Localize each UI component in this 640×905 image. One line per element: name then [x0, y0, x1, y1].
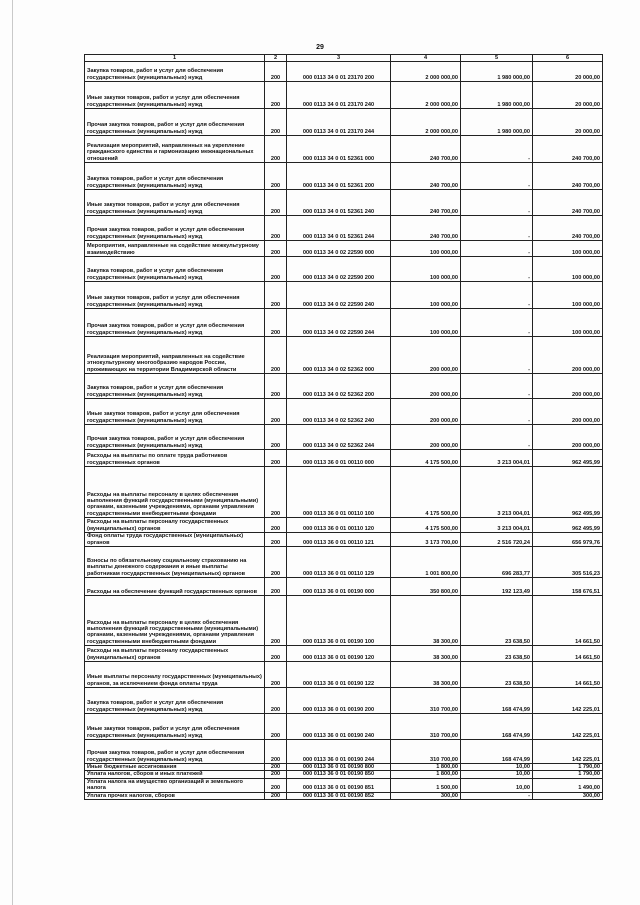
column-header: 1: [85, 55, 265, 62]
budget-classification-code: 000 0113 34 0 01 52361 200: [287, 163, 391, 190]
table-row: [85, 309, 603, 337]
table-row: [85, 467, 603, 518]
executed-amount: 168 474,99: [461, 688, 533, 714]
executed-amount: 10,00: [461, 764, 533, 771]
table-row: [85, 662, 603, 688]
line-code: 200: [265, 374, 287, 399]
unexecuted-amount: 100 000,00: [533, 257, 603, 282]
unexecuted-amount: 20 000,00: [533, 109, 603, 136]
table-row: [85, 714, 603, 740]
row-name: Расходы на выплаты персоналу государственных (муниципальных) органов: [85, 646, 265, 662]
line-code: 200: [265, 467, 287, 518]
approved-amount: 310 700,00: [391, 688, 461, 714]
approved-amount: 2 000 000,00: [391, 109, 461, 136]
table-row: [85, 778, 603, 792]
executed-amount: -: [461, 309, 533, 337]
row-name: Закупка товаров, работ и услуг для обеспечения государственных (муниципальных) нужд: [85, 257, 265, 282]
executed-amount: 10,00: [461, 771, 533, 778]
table-row: [85, 190, 603, 216]
budget-execution-table: [84, 54, 603, 800]
approved-amount: 2 000 000,00: [391, 82, 461, 109]
column-header: 5: [461, 55, 533, 62]
budget-classification-code: 000 0113 34 0 01 23170 200: [287, 62, 391, 82]
row-name: Уплата налогов, сборов и иных платежей: [85, 771, 265, 778]
unexecuted-amount: 200 000,00: [533, 399, 603, 425]
executed-amount: 1 980 000,00: [461, 82, 533, 109]
budget-classification-code: 000 0113 34 0 02 22590 240: [287, 282, 391, 309]
row-name: Прочая закупка товаров, работ и услуг для обеспечения государственных (муниципальных) нужд: [85, 216, 265, 241]
unexecuted-amount: 1 490,00: [533, 778, 603, 792]
budget-classification-code: 000 0113 34 0 01 52361 244: [287, 216, 391, 241]
unexecuted-amount: 142 225,01: [533, 714, 603, 740]
line-code: 200: [265, 518, 287, 533]
row-name: Закупка товаров, работ и услуг для обеспечения государственных (муниципальных) нужд: [85, 374, 265, 399]
row-name: Иные выплаты персоналу государственных (муниципальных) органов, за исключением фонда оплаты труда: [85, 662, 265, 688]
table-row: [85, 518, 603, 533]
table-row: [85, 136, 603, 163]
row-name: Реализация мероприятий, направленных на содействие этнокультурному многообразию народов России, проживающих на территории Владимирской области: [85, 337, 265, 374]
approved-amount: 200 000,00: [391, 374, 461, 399]
executed-amount: -: [461, 282, 533, 309]
budget-classification-code: 000 0113 36 0 01 00190 100: [287, 596, 391, 646]
row-name: Уплата прочих налогов, сборов: [85, 792, 265, 799]
table-row: [85, 399, 603, 425]
unexecuted-amount: 300,00: [533, 792, 603, 799]
budget-classification-code: 000 0113 36 0 01 00190 851: [287, 778, 391, 792]
budget-classification-code: 000 0113 34 0 01 23170 244: [287, 109, 391, 136]
unexecuted-amount: 142 225,01: [533, 740, 603, 764]
row-name: Расходы на выплаты персоналу в целях обеспечения выполнения функций государственными (муниципальными) органами, казенными учреждениями, органами управления государственными внебюджетными фондами: [85, 467, 265, 518]
row-name: Расходы на выплаты по оплате труда работников государственных органов: [85, 450, 265, 467]
row-name: Иные закупки товаров, работ и услуг для обеспечения государственных (муниципальных) нужд: [85, 82, 265, 109]
executed-amount: -: [461, 399, 533, 425]
row-name: Прочая закупка товаров, работ и услуг для обеспечения государственных (муниципальных) нужд: [85, 309, 265, 337]
row-name: Уплата налога на имущество организаций и земельного налога: [85, 778, 265, 792]
table-row: [85, 578, 603, 596]
row-name: Иные закупки товаров, работ и услуг для обеспечения государственных (муниципальных) нужд: [85, 282, 265, 309]
budget-classification-code: 000 0113 36 0 01 00110 100: [287, 467, 391, 518]
executed-amount: -: [461, 257, 533, 282]
approved-amount: 100 000,00: [391, 241, 461, 257]
approved-amount: 4 175 500,00: [391, 518, 461, 533]
table-row: [85, 257, 603, 282]
table-row: [85, 450, 603, 467]
row-name: Расходы на выплаты персоналу в целях обеспечения выполнения функций государственными (муниципальными) органами, казенными учреждениями, органами управления государственными внебюджетными фондами: [85, 596, 265, 646]
unexecuted-amount: 305 516,23: [533, 547, 603, 578]
executed-amount: -: [461, 425, 533, 450]
table-row: [85, 241, 603, 257]
line-code: 200: [265, 109, 287, 136]
budget-classification-code: 000 0113 34 0 02 22590 000: [287, 241, 391, 257]
executed-amount: -: [461, 374, 533, 399]
table-row: [85, 771, 603, 778]
line-code: 200: [265, 163, 287, 190]
executed-amount: 192 123,49: [461, 578, 533, 596]
executed-amount: -: [461, 216, 533, 241]
table-row: [85, 216, 603, 241]
approved-amount: 300,00: [391, 792, 461, 799]
line-code: 200: [265, 241, 287, 257]
line-code: 200: [265, 399, 287, 425]
column-header: 6: [533, 55, 603, 62]
budget-classification-code: 000 0113 36 0 01 00190 200: [287, 688, 391, 714]
budget-classification-code: 000 0113 36 0 01 00110 129: [287, 547, 391, 578]
row-name: Прочая закупка товаров, работ и услуг для обеспечения государственных (муниципальных) нужд: [85, 425, 265, 450]
line-code: 200: [265, 646, 287, 662]
line-code: 200: [265, 688, 287, 714]
unexecuted-amount: 14 661,50: [533, 596, 603, 646]
budget-classification-code: 000 0113 36 0 01 00190 850: [287, 771, 391, 778]
row-name: Иные закупки товаров, работ и услуг для обеспечения государственных (муниципальных) нужд: [85, 399, 265, 425]
unexecuted-amount: 200 000,00: [533, 374, 603, 399]
budget-classification-code: 000 0113 34 0 02 52362 240: [287, 399, 391, 425]
table-row: [85, 792, 603, 799]
line-code: 200: [265, 578, 287, 596]
unexecuted-amount: 200 000,00: [533, 425, 603, 450]
approved-amount: 100 000,00: [391, 282, 461, 309]
executed-amount: -: [461, 241, 533, 257]
approved-amount: 200 000,00: [391, 399, 461, 425]
line-code: 200: [265, 596, 287, 646]
unexecuted-amount: 962 495,99: [533, 450, 603, 467]
approved-amount: 3 173 700,00: [391, 533, 461, 547]
executed-amount: -: [461, 163, 533, 190]
approved-amount: 310 700,00: [391, 714, 461, 740]
table-body: [85, 62, 603, 800]
table-row: [85, 337, 603, 374]
line-code: 200: [265, 771, 287, 778]
table-row: [85, 82, 603, 109]
line-code: 200: [265, 533, 287, 547]
table-row: [85, 109, 603, 136]
line-code: 200: [265, 309, 287, 337]
budget-classification-code: 000 0113 36 0 01 00190 122: [287, 662, 391, 688]
table-row: [85, 163, 603, 190]
line-code: 200: [265, 82, 287, 109]
executed-amount: 3 213 004,01: [461, 467, 533, 518]
row-name: Иные закупки товаров, работ и услуг для обеспечения государственных (муниципальных) нужд: [85, 714, 265, 740]
line-code: 200: [265, 662, 287, 688]
line-code: 200: [265, 764, 287, 771]
budget-classification-code: 000 0113 36 0 01 00110 121: [287, 533, 391, 547]
budget-classification-code: 000 0113 34 0 02 52362 244: [287, 425, 391, 450]
approved-amount: 240 700,00: [391, 163, 461, 190]
line-code: 200: [265, 216, 287, 241]
executed-amount: 3 213 004,01: [461, 450, 533, 467]
row-name: Взносы по обязательному социальному страхованию на выплаты денежного содержания и иные выплаты работникам государственных (муниципальных) органов: [85, 547, 265, 578]
approved-amount: 240 700,00: [391, 190, 461, 216]
executed-amount: 23 638,50: [461, 646, 533, 662]
line-code: 200: [265, 282, 287, 309]
table-row: [85, 547, 603, 578]
line-code: 200: [265, 792, 287, 799]
row-name: Фонд оплаты труда государственных (муниципальных) органов: [85, 533, 265, 547]
row-name: Закупка товаров, работ и услуг для обеспечения государственных (муниципальных) нужд: [85, 688, 265, 714]
table-row: [85, 740, 603, 764]
unexecuted-amount: 240 700,00: [533, 163, 603, 190]
unexecuted-amount: 1 790,00: [533, 764, 603, 771]
line-code: 200: [265, 714, 287, 740]
executed-amount: -: [461, 136, 533, 163]
line-code: 200: [265, 337, 287, 374]
table-row: [85, 533, 603, 547]
line-code: 200: [265, 257, 287, 282]
budget-classification-code: 000 0113 34 0 02 52362 000: [287, 337, 391, 374]
column-header: 4: [391, 55, 461, 62]
row-name: Прочая закупка товаров, работ и услуг для обеспечения государственных (муниципальных) нужд: [85, 740, 265, 764]
unexecuted-amount: 14 661,50: [533, 662, 603, 688]
row-name: Прочая закупка товаров, работ и услуг для обеспечения государственных (муниципальных) нужд: [85, 109, 265, 136]
unexecuted-amount: 100 000,00: [533, 241, 603, 257]
executed-amount: 2 516 720,24: [461, 533, 533, 547]
line-code: 200: [265, 740, 287, 764]
unexecuted-amount: 656 979,76: [533, 533, 603, 547]
approved-amount: 240 700,00: [391, 136, 461, 163]
table-row: [85, 764, 603, 771]
unexecuted-amount: 142 225,01: [533, 688, 603, 714]
column-number-row: [85, 55, 603, 62]
executed-amount: 168 474,99: [461, 740, 533, 764]
approved-amount: 1 800,00: [391, 771, 461, 778]
budget-classification-code: 000 0113 36 0 01 00190 120: [287, 646, 391, 662]
approved-amount: 240 700,00: [391, 216, 461, 241]
unexecuted-amount: 240 700,00: [533, 216, 603, 241]
row-name: Расходы на обеспечение функций государственных органов: [85, 578, 265, 596]
budget-classification-code: 000 0113 34 0 02 22590 244: [287, 309, 391, 337]
table-row: [85, 374, 603, 399]
approved-amount: 2 000 000,00: [391, 62, 461, 82]
budget-classification-code: 000 0113 36 0 01 00110 120: [287, 518, 391, 533]
row-name: Расходы на выплаты персоналу государственных (муниципальных) органов: [85, 518, 265, 533]
executed-amount: 1 980 000,00: [461, 62, 533, 82]
budget-classification-code: 000 0113 36 0 01 00110 000: [287, 450, 391, 467]
approved-amount: 4 175 500,00: [391, 467, 461, 518]
approved-amount: 350 800,00: [391, 578, 461, 596]
executed-amount: 23 638,50: [461, 596, 533, 646]
row-name: Закупка товаров, работ и услуг для обеспечения государственных (муниципальных) нужд: [85, 62, 265, 82]
page-number: 29: [316, 44, 324, 51]
approved-amount: 310 700,00: [391, 740, 461, 764]
row-name: Закупка товаров, работ и услуг для обеспечения государственных (муниципальных) нужд: [85, 163, 265, 190]
approved-amount: 1 500,00: [391, 778, 461, 792]
table-row: [85, 425, 603, 450]
approved-amount: 38 300,00: [391, 662, 461, 688]
budget-classification-code: 000 0113 36 0 01 00190 244: [287, 740, 391, 764]
budget-classification-code: 000 0113 34 0 01 52361 000: [287, 136, 391, 163]
row-name: Мероприятия, направленные на содействие межкультурному взаимодействию: [85, 241, 265, 257]
line-code: 200: [265, 547, 287, 578]
approved-amount: 4 175 500,00: [391, 450, 461, 467]
unexecuted-amount: 20 000,00: [533, 82, 603, 109]
line-code: 200: [265, 425, 287, 450]
executed-amount: 168 474,99: [461, 714, 533, 740]
table-row: [85, 688, 603, 714]
unexecuted-amount: 962 495,99: [533, 518, 603, 533]
executed-amount: 3 213 004,01: [461, 518, 533, 533]
unexecuted-amount: 158 676,51: [533, 578, 603, 596]
column-header: 3: [287, 55, 391, 62]
executed-amount: 10,00: [461, 778, 533, 792]
unexecuted-amount: 240 700,00: [533, 136, 603, 163]
budget-classification-code: 000 0113 34 0 01 52361 240: [287, 190, 391, 216]
executed-amount: 23 638,50: [461, 662, 533, 688]
approved-amount: 200 000,00: [391, 425, 461, 450]
unexecuted-amount: 20 000,00: [533, 62, 603, 82]
line-code: 200: [265, 62, 287, 82]
budget-classification-code: 000 0113 36 0 01 00190 800: [287, 764, 391, 771]
scan-edge-line: [12, 0, 13, 905]
budget-classification-code: 000 0113 34 0 01 23170 240: [287, 82, 391, 109]
table-row: [85, 646, 603, 662]
budget-classification-code: 000 0113 36 0 01 00190 852: [287, 792, 391, 799]
executed-amount: -: [461, 190, 533, 216]
line-code: 200: [265, 190, 287, 216]
unexecuted-amount: 962 495,99: [533, 467, 603, 518]
unexecuted-amount: 1 790,00: [533, 771, 603, 778]
approved-amount: 100 000,00: [391, 309, 461, 337]
unexecuted-amount: 100 000,00: [533, 282, 603, 309]
approved-amount: 100 000,00: [391, 257, 461, 282]
unexecuted-amount: 14 661,50: [533, 646, 603, 662]
row-name: Иные закупки товаров, работ и услуг для обеспечения государственных (муниципальных) нужд: [85, 190, 265, 216]
table-row: [85, 62, 603, 82]
approved-amount: 38 300,00: [391, 596, 461, 646]
approved-amount: 200 000,00: [391, 337, 461, 374]
unexecuted-amount: 100 000,00: [533, 309, 603, 337]
table-row: [85, 596, 603, 646]
line-code: 200: [265, 136, 287, 163]
approved-amount: 1 800,00: [391, 764, 461, 771]
unexecuted-amount: 200 000,00: [533, 337, 603, 374]
row-name: Реализация мероприятий, направленных на укрепление гражданского единства и гармонизацию межнациональных отношений: [85, 136, 265, 163]
budget-classification-code: 000 0113 34 0 02 22590 200: [287, 257, 391, 282]
row-name: Иные бюджетные ассигнования: [85, 764, 265, 771]
executed-amount: 1 980 000,00: [461, 109, 533, 136]
budget-classification-code: 000 0113 34 0 02 52362 200: [287, 374, 391, 399]
table-row: [85, 282, 603, 309]
executed-amount: 696 283,77: [461, 547, 533, 578]
executed-amount: -: [461, 792, 533, 799]
approved-amount: 38 300,00: [391, 646, 461, 662]
approved-amount: 1 001 800,00: [391, 547, 461, 578]
line-code: 200: [265, 450, 287, 467]
budget-classification-code: 000 0113 36 0 01 00190 000: [287, 578, 391, 596]
unexecuted-amount: 240 700,00: [533, 190, 603, 216]
budget-classification-code: 000 0113 36 0 01 00190 240: [287, 714, 391, 740]
column-header: 2: [265, 55, 287, 62]
line-code: 200: [265, 778, 287, 792]
executed-amount: -: [461, 337, 533, 374]
